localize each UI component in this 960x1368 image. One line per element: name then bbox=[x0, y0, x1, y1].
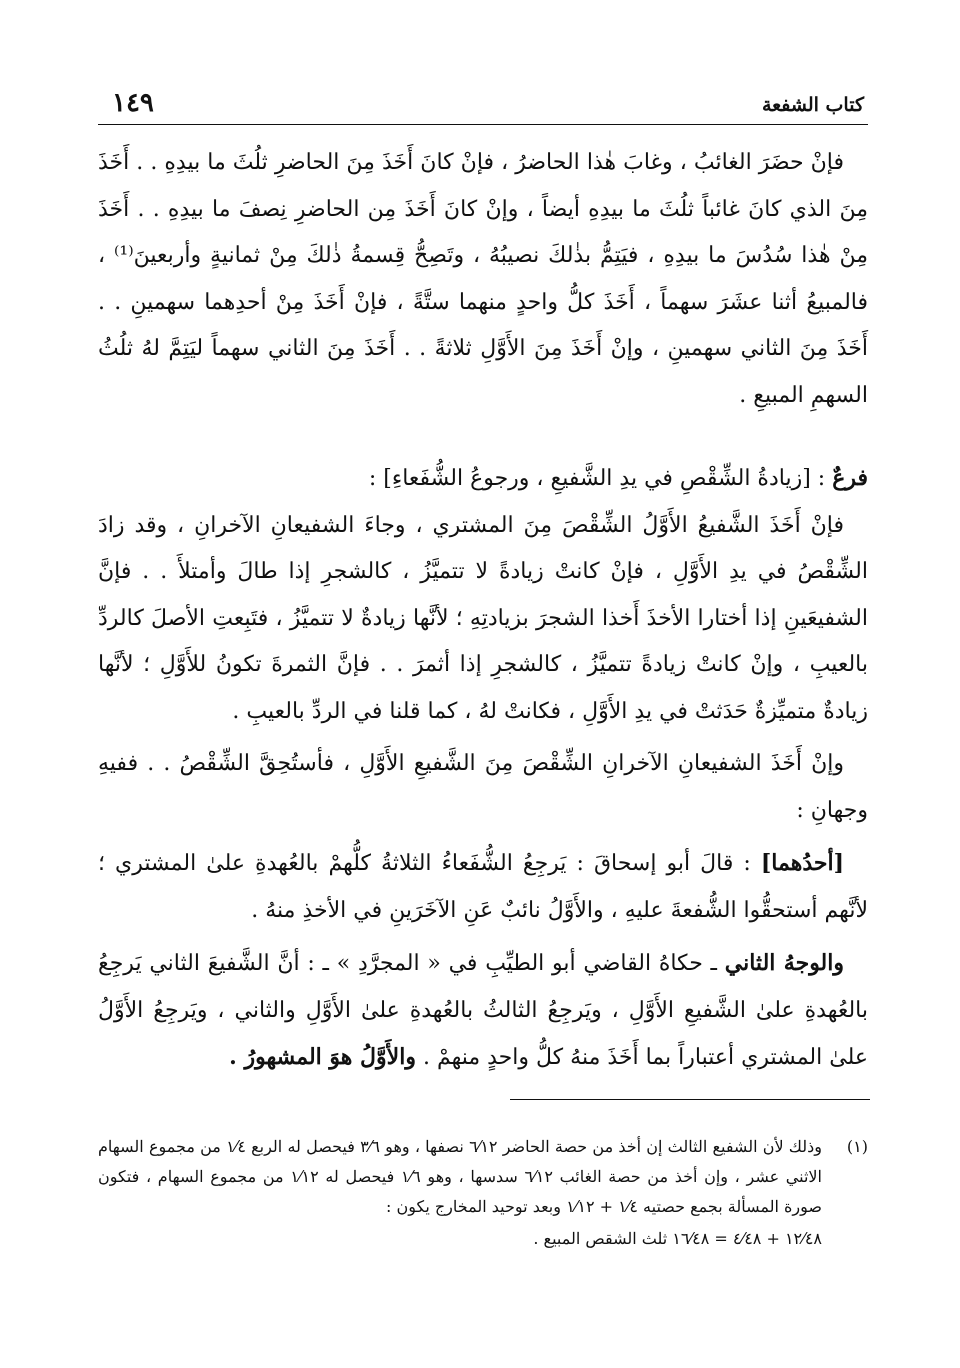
footnote-1 bbox=[98, 1132, 868, 1254]
paragraph-2: فإنْ أَخَذَ الشَّفيعُ الأَوَّلُ الشِّقْصَ مِنَ المشتري ، وجاءَ الشفيعانِ الآخرانِ ، وقد زادَ الشِّقْصُ في يدِ الأَوَّلِ ، فإنْ كانتْ زيادةً لا تتميَّزُ ، كالشجرِ إذا طالَ وأمتلأَ . . فإنَّ الشفيعَينِ إذا أختارا الأخذَ أَخذا الشجرَ بزيادتِهِ ؛ لأنَّها زيادةٌ لا تتميَّزُ ، فتَبِعتِ الأصلَ كالردِّ بالعيبِ ، وإنْ كانتْ زيادةً تتميَّزُ ، كالشجرِ إذا أثمرَ . . فإنَّ الثمرةَ تكونُ للأَوَّلِ ؛ لأنَّها زيادةٌ متميِّزةٌ حَدَثتْ في يدِ الأَوَّلِ ، فكانتْ لهُ ، كما قلنا في الردِّ بالعيبِ . bbox=[98, 512, 868, 724]
section-heading bbox=[98, 455, 868, 503]
section-label: فرعٌ bbox=[832, 465, 868, 491]
paragraph-4 bbox=[98, 840, 868, 934]
footnote-text: وذلك لأن الشفيع الثالث إن أخذ من حصة الحاضر ٦⁄١٢ نصفها ، وهو ٣⁄٦ فيحصل له الربع ١⁄٤ من مجموع السهام الاثني عشر ، وإن أخذ من حصة الغائب ٦⁄١٢ سدسها ، وهو ١⁄٦ فيحصل له ١⁄١٢ من مجموع السهام ، فتكون صورة المسألة بجمع حصتيه ١⁄٤ + ١⁄١٢ وبعد توحيد المخارج يكون : bbox=[98, 1137, 823, 1216]
first-view-label: [أحدُهما] bbox=[760, 850, 844, 876]
footnote-formula: ١٢⁄٤٨ + ٤⁄٤٨ = ١٦⁄٤٨ ثلث الشقص المبيع . bbox=[533, 1229, 822, 1248]
main-text bbox=[98, 140, 868, 1082]
section-title: : [زيادةُ الشِّقْصِ في يدِ الشَّفيعِ ، ورجوعُ الشُّفَعاءِ] : bbox=[368, 466, 826, 491]
running-title: كتاب الشفعة bbox=[761, 94, 864, 116]
footnotes bbox=[98, 1132, 868, 1254]
paragraph-3: وإنْ أَخَذَ الشفيعانِ الآخرانِ الشِّقْصَ مِنَ الشَّفيعِ الأَوَّلِ ، فأستُحِقَّ الشِّقْصُ . . ففيهِ وجهانِ : bbox=[98, 751, 868, 823]
page-header bbox=[98, 80, 868, 125]
second-view-text: ـ حكاهُ القاضي أبو الطيِّبِ في « المجرَّدِ » ـ : أنَّ الشَّفيعَ الثاني يَرجِعُ بالعُهدةِ علىٰ الشَّفيعِ الأَوَّلِ ، ويَرجِعُ الثالثُ بالعُهدةِ علىٰ الأَوَّلِ والثاني ، ويَرجِعُ الأَوَّلُ علىٰ المشتري أعتباراً بما أَخَذَ منهُ كلُّ واحدٍ منهمْ . bbox=[98, 951, 868, 1070]
footnote-separator bbox=[510, 1099, 870, 1100]
footnote-body bbox=[98, 1132, 822, 1254]
paragraph-5 bbox=[98, 940, 868, 1082]
page-number: ١٤٩ bbox=[112, 88, 154, 118]
conclusion-text: والأَوَّلُ هوَ المشهورُ . bbox=[229, 1044, 416, 1070]
second-view-label: والوجهُ الثاني bbox=[724, 950, 844, 976]
footnote-marker: (١) bbox=[846, 1137, 868, 1156]
paragraph-1: فإنْ حضَرَ الغائبُ ، وغابَ هٰذا الحاضرُ ، فإنْ كانَ أَخَذَ مِنَ الحاضرِ ثلُثَ ما بيدِهِ . . أَخَذَ مِنَ الذي كانَ غائباً ثلُثَ ما بيدِهِ أيضاً ، وإنْ كانَ أَخَذَ مِن الحاضرِ نِصفَ ما بيدِهِ . . أَخَذَ مِنْ هٰذا سُدُسَ ما بيدِهِ ، فيَتِمُّ بذٰلكَ نصيبُهُ ، وتَصِحُّ قِسمةُ ذٰلكَ مِنْ ثمانيةٍ وأربعينَ⁽¹⁾ ، فالمبيعُ أثنا عشَرَ سهماً ، أَخَذَ كلُّ واحدٍ منهما ستَّةً ، فإنْ أَخَذَ مِنْ أحدِهما سهمينِ . . أَخَذَ مِنَ الثاني سهمينِ ، وإنْ أَخَذَ مِنَ الأَوَّلِ ثلاثةً . . أَخَذَ مِنَ الثاني سهماً ليَتِمَّ لهُ ثلُثُ السهمِ المبيعِ . bbox=[98, 150, 868, 408]
first-view-text: : قالَ أبو إسحاقَ : يَرجِعُ الشُّفَعاءُ الثلاثةُ كلُّهمْ بالعُهدةِ علىٰ المشتري ؛ لأنَّهم أستحقُّوا الشُّفعةَ عليهِ ، والأَوَّلُ نائبٌ عَنِ الآخَرَينِ في الأخذِ منهُ . bbox=[98, 851, 868, 923]
